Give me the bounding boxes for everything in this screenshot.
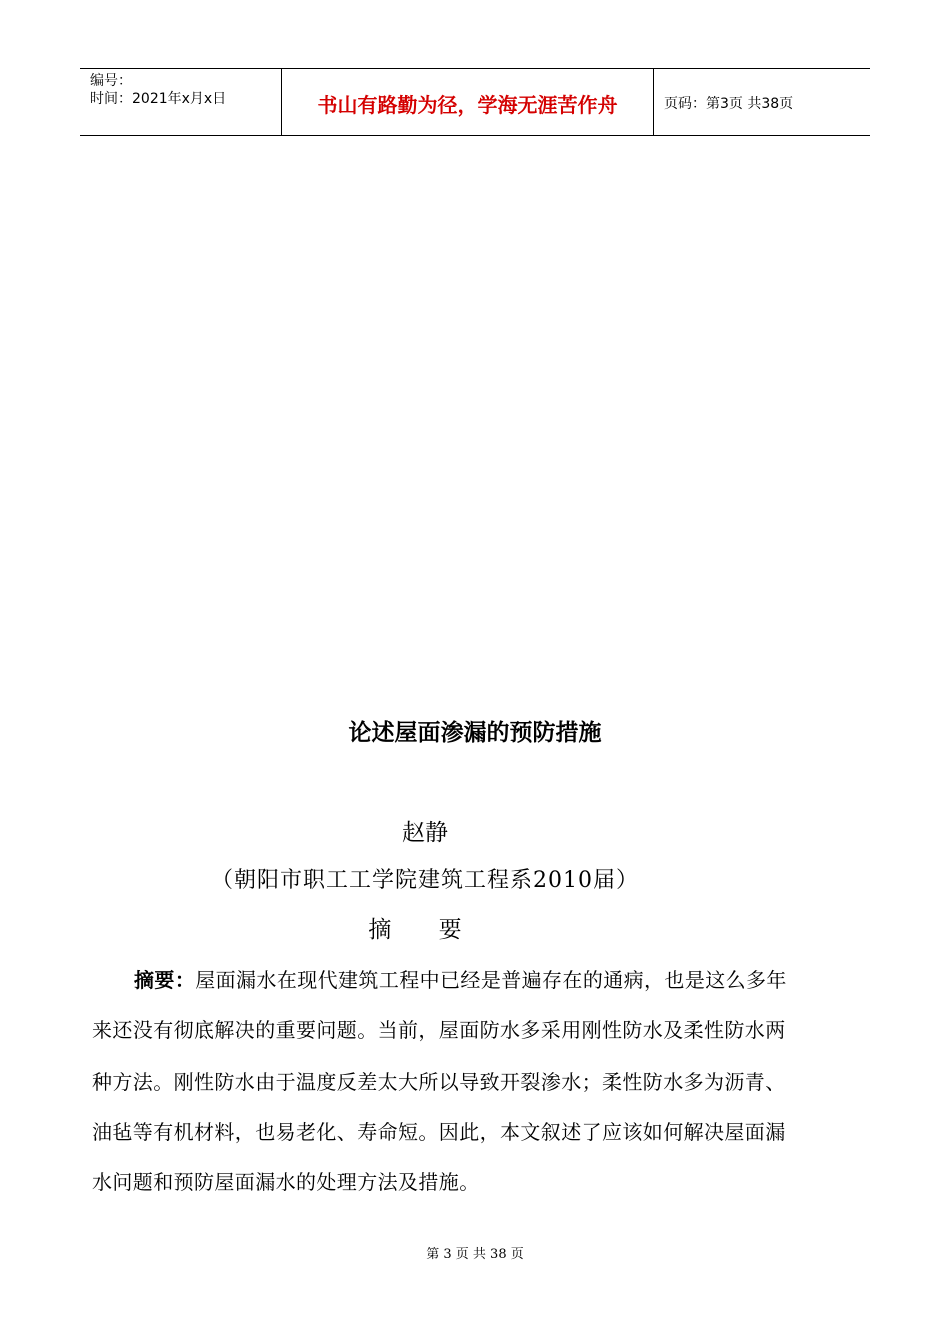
abstract-line-1	[134, 966, 904, 994]
footer-page-indicator: 第 3 页 共 38 页	[426, 1247, 524, 1262]
header-left-cell	[80, 69, 281, 135]
abstract-label: 摘要	[134, 968, 175, 992]
document-title: 论述屋面渗漏的预防措施	[348, 719, 602, 746]
header-table	[80, 68, 870, 136]
document-author: 赵静	[402, 820, 448, 846]
header-motto: 书山有路勤为径，学海无涯苦作舟	[317, 93, 618, 117]
abstract-line-2: 来还没有彻底解决的重要问题。当前，屋面防水多采用刚性防水及柔性防水两	[92, 1018, 786, 1042]
document-affiliation: （朝阳市职工工学院建筑工程系2010届）	[211, 868, 639, 893]
document-number-label: 编号：	[90, 73, 132, 89]
abstract-line-4: 油毡等有机材料，也易老化、寿命短。因此，本文叙述了应该如何解决屋面漏	[92, 1120, 786, 1144]
abstract-line-5: 水问题和预防屋面漏水的处理方法及措施。	[92, 1170, 480, 1194]
header-middle-cell	[281, 69, 654, 135]
abstract-heading	[0, 914, 830, 946]
abstract-text-line-1: 屋面漏水在现代建筑工程中已经是普遍存在的通病，也是这么多年	[195, 968, 787, 992]
abstract-label-colon: ：	[174, 968, 196, 992]
abstract-heading-char-2: 要	[438, 917, 462, 943]
abstract-heading-char-1: 摘	[368, 917, 392, 943]
header-page-code: 页码：第3页 共38页	[664, 96, 794, 112]
document-time-label: 时间：2021年x月x日	[90, 91, 227, 107]
abstract-line-3: 种方法。刚性防水由于温度反差太大所以导致开裂渗水；柔性防水多为沥青、	[92, 1070, 786, 1094]
header-right-cell	[654, 69, 870, 135]
